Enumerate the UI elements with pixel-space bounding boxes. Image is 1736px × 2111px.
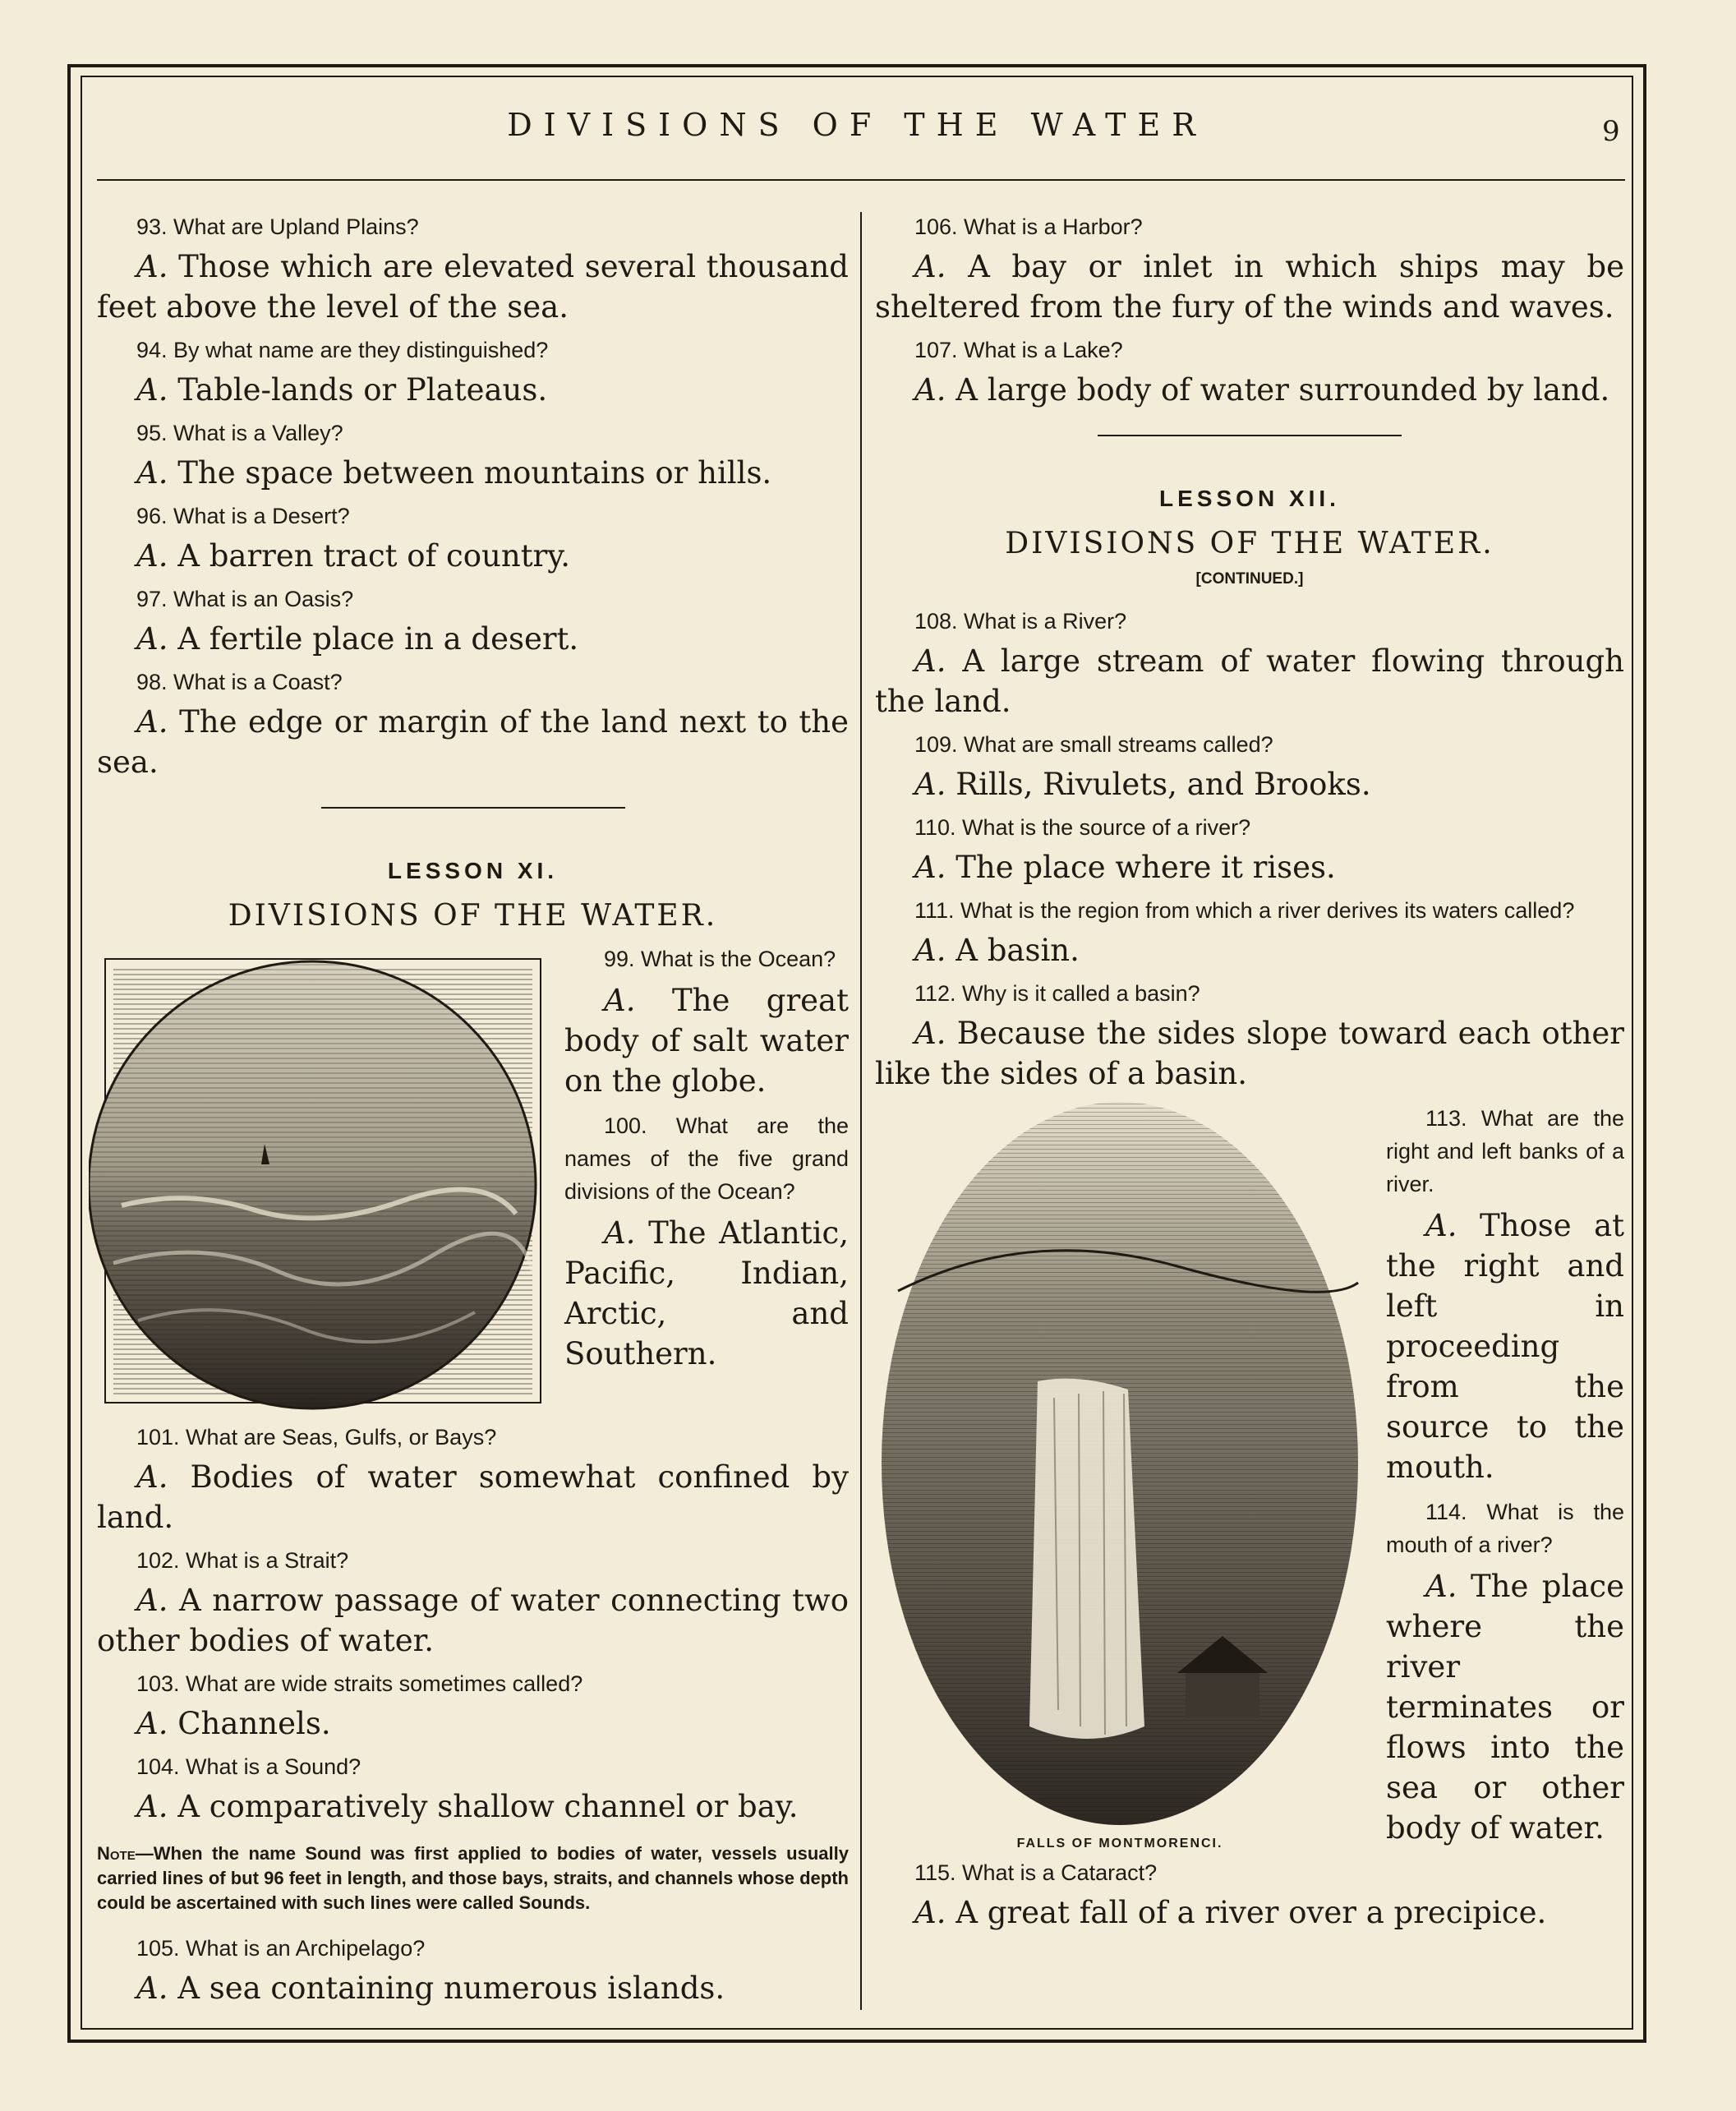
question: 110. What is the source of a river? — [914, 815, 1251, 840]
answer-text: The Atlantic, Pacific, Indian, Arctic, and Southern. — [564, 1215, 850, 1371]
question: 104. What is a Sound? — [136, 1754, 361, 1779]
question: 109. What are small streams called? — [914, 732, 1273, 757]
answer-prefix: A. — [914, 643, 946, 679]
answer-prefix: A. — [914, 1016, 946, 1051]
answer-text: A large stream of water flowing through the land. — [875, 643, 1625, 719]
answer-text: The great body of salt water on the globe. — [564, 983, 849, 1099]
answer — [97, 1580, 849, 1661]
answer — [97, 1703, 849, 1744]
answer-text: The place where the river terminates or flows into the sea or other body of water. — [1386, 1569, 1624, 1846]
qa-group — [97, 1422, 849, 1827]
answer — [875, 847, 1624, 887]
right-column — [875, 212, 1624, 1941]
question: 111. What is the region from which a river derives its waters called? — [914, 898, 1575, 923]
answer — [97, 247, 849, 327]
question: 103. What are wide straits sometimes called? — [136, 1671, 583, 1696]
answer-text: A barren tract of country. — [177, 538, 570, 574]
answer-prefix: A. — [914, 249, 946, 284]
answer — [97, 619, 849, 659]
lesson-title: DIVISIONS OF THE WATER. — [1005, 527, 1494, 560]
answer-prefix: A. — [604, 983, 636, 1018]
answer — [97, 1457, 849, 1537]
question: 113. What are the right and left banks of a river. — [1386, 1106, 1624, 1196]
question: 99. What is the Ocean? — [604, 947, 836, 971]
answer-prefix: A. — [914, 767, 946, 802]
answer-text: A sea containing numerous islands. — [177, 1970, 725, 2006]
question: 108. What is a River? — [914, 609, 1127, 634]
answer-text: Table-lands or Plateaus. — [177, 372, 548, 408]
left-column — [97, 212, 849, 2017]
header-rule — [97, 179, 1625, 181]
answer-text: A basin. — [955, 933, 1080, 968]
answer-text: The space between mountains or hills. — [177, 455, 772, 491]
answer — [875, 247, 1624, 327]
question: 115. What is a Cataract? — [914, 1860, 1158, 1885]
answer-text: Channels. — [177, 1706, 331, 1741]
answer — [875, 641, 1624, 721]
question: 102. What is a Strait? — [136, 1548, 349, 1573]
qa-group — [97, 1934, 849, 2008]
answer-text: Those at the right and left in proceeding from the source to the mouth. — [1386, 1208, 1625, 1485]
answer — [875, 764, 1624, 804]
answer — [875, 1892, 1624, 1933]
answer-prefix: A. — [136, 1789, 168, 1824]
answer-prefix: A. — [1425, 1208, 1457, 1243]
answer-text: A bay or inlet in which ships may be sheltered from the fury of the winds and waves. — [875, 249, 1624, 325]
answer-text: A narrow passage of water connecting two other bodies of water. — [97, 1583, 849, 1658]
question: 106. What is a Harbor? — [914, 214, 1143, 239]
qa-group — [97, 212, 849, 782]
figure-caption: FALLS OF MONTMORENCI. — [1016, 1837, 1223, 1851]
question: 96. What is a Desert? — [136, 504, 350, 528]
lesson-label: LESSON XI. — [387, 858, 559, 883]
answer-text: A fertile place in a desert. — [177, 621, 579, 657]
answer-prefix: A. — [136, 372, 168, 408]
answer-prefix: A. — [136, 1459, 168, 1495]
answer-prefix: A. — [914, 372, 946, 408]
ocean-illustration — [89, 943, 553, 1419]
note-paragraph — [97, 1841, 849, 1915]
ocean-figure-block — [97, 943, 849, 1422]
answer-prefix: A. — [136, 621, 168, 657]
note-text: —When the name Sound was first applied to bodies of water, vessels usually carried lines of but 96 feet in length, and those bays, straits, and channels whose depth could be ascertained with such lines were called Sounds. — [97, 1843, 849, 1913]
answer-prefix: A. — [136, 1970, 168, 2006]
answer-text: The edge or margin of the land next to the sea. — [97, 704, 850, 780]
answer-prefix: A. — [136, 538, 168, 574]
answer-text: The place where it rises. — [955, 850, 1336, 885]
question: 101. What are Seas, Gulfs, or Bays? — [136, 1425, 497, 1450]
answer-text: Those which are elevated several thousand feet above the level of the sea. — [97, 249, 849, 325]
answer — [97, 1968, 849, 2008]
answer-prefix: A. — [604, 1215, 636, 1251]
section-rule — [321, 807, 625, 809]
answer — [97, 370, 849, 410]
section-rule — [1098, 435, 1402, 436]
question: 107. What is a Lake? — [914, 338, 1123, 362]
answer — [97, 1786, 849, 1827]
answer-text: Rills, Rivulets, and Brooks. — [955, 767, 1371, 802]
answer-prefix: A. — [1425, 1569, 1457, 1604]
answer — [875, 370, 1624, 410]
answer-prefix: A. — [136, 455, 168, 491]
continued-label: [CONTINUED.] — [1195, 570, 1304, 588]
question: 94. By what name are they distinguished? — [136, 338, 549, 362]
qa-group — [875, 606, 1624, 1094]
column-divider — [860, 212, 862, 2010]
answer-prefix: A. — [136, 249, 168, 284]
answer-prefix: A. — [914, 1895, 946, 1930]
qa-group — [875, 212, 1624, 410]
answer-prefix: A. — [914, 850, 946, 885]
answer-text: Bodies of water somewhat confined by land. — [97, 1459, 849, 1535]
question: 97. What is an Oasis? — [136, 587, 354, 611]
lesson-title: DIVISIONS OF THE WATER. — [228, 899, 718, 933]
answer — [97, 453, 849, 493]
question: 100. What are the names of the five grand divisions of the Ocean? — [564, 1113, 849, 1204]
answer-prefix: A. — [914, 933, 946, 968]
answer — [875, 930, 1624, 970]
answer-prefix: A. — [136, 704, 168, 740]
answer — [875, 1013, 1624, 1094]
answer-prefix: A. — [136, 1583, 168, 1618]
lesson-label: LESSON XII. — [1159, 486, 1340, 511]
question: 93. What are Upland Plains? — [136, 214, 419, 239]
note-lead: Note — [97, 1843, 136, 1864]
question: 98. What is a Coast? — [136, 670, 343, 694]
falls-illustration — [865, 1102, 1375, 1858]
page-number: 9 — [1602, 115, 1620, 148]
question: 105. What is an Archipelago? — [136, 1936, 426, 1961]
qa-group — [875, 1858, 1624, 1933]
question: 114. What is the mouth of a river? — [1386, 1500, 1624, 1557]
answer-text: A comparatively shallow channel or bay. — [177, 1789, 799, 1824]
falls-figure-block — [875, 1102, 1624, 1858]
answer-prefix: A. — [136, 1706, 168, 1741]
question: 112. Why is it called a basin? — [914, 981, 1200, 1006]
answer — [97, 702, 849, 782]
answer-text: A great fall of a river over a precipice. — [955, 1895, 1547, 1930]
answer — [97, 536, 849, 576]
question: 95. What is a Valley? — [136, 421, 343, 445]
running-header: DIVISIONS OF THE WATER — [507, 107, 1207, 143]
answer-text: A large body of water surrounded by land. — [955, 372, 1610, 408]
answer-text: Because the sides slope toward each other like the sides of a basin. — [875, 1016, 1624, 1091]
